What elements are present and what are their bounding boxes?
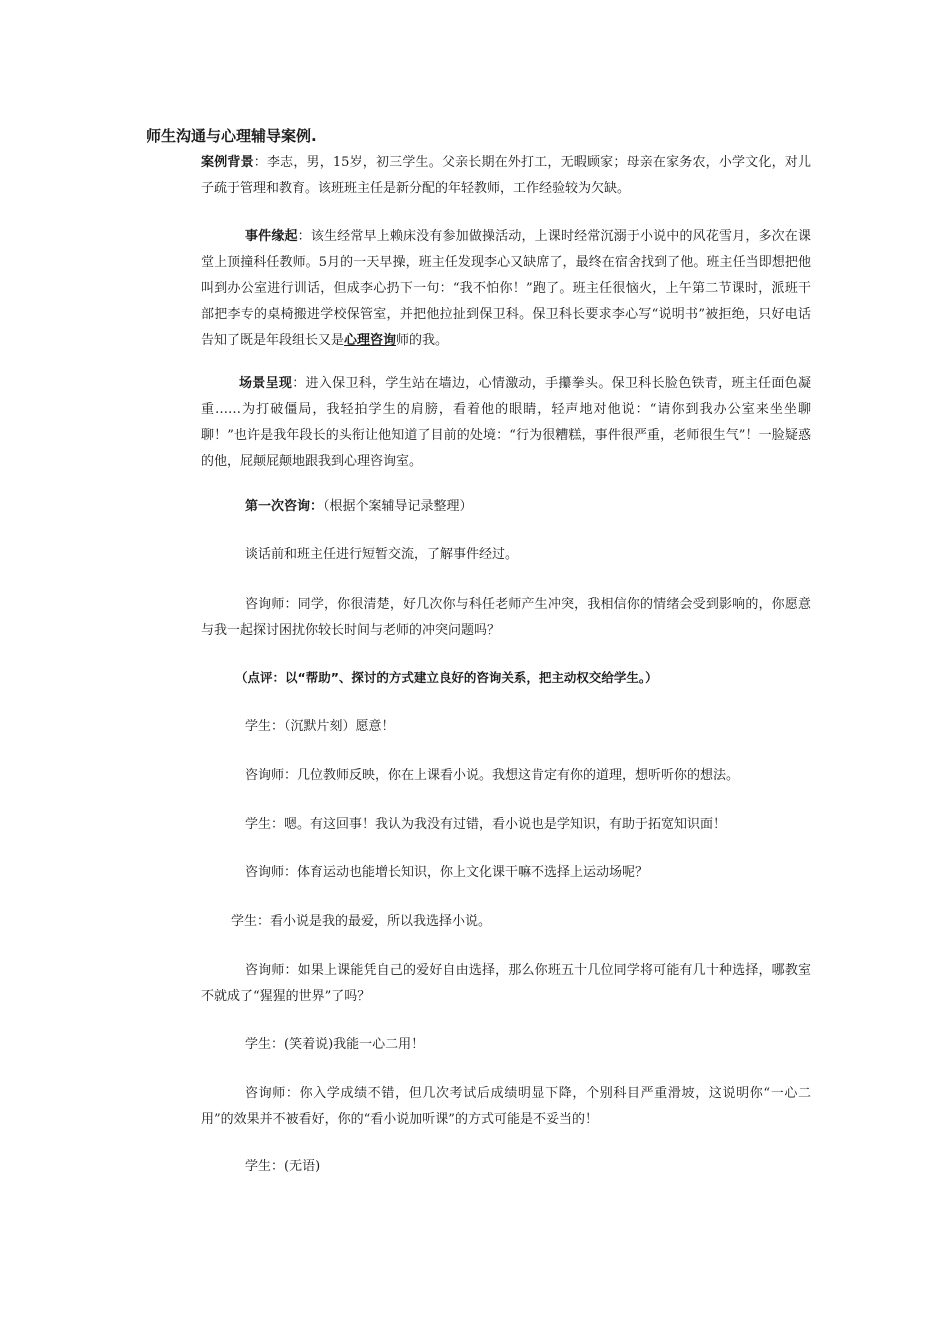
dialogue-line: 咨询师：如果上课能凭自己的爱好自由选择，那么你班五十几位同学将可能有几十种选择，哪教室不就成了“猩猩的世界”了吗？ (201, 963, 811, 1004)
case-background-text: ：李志，男，15岁，初三学生。父亲长期在外打工，无暇顾家；母亲在家务农，小学文化，对儿子疏于管理和教育。该班班主任是新分配的年轻教师，工作经验较为欠缺。 (201, 155, 811, 196)
psych-counseling-link[interactable]: 心理咨询 (344, 333, 397, 348)
first-session-label: 第一次咨询： (245, 499, 324, 514)
first-session-note: （根据个案辅导记录整理） (323, 499, 473, 514)
incident-origin-paragraph (201, 224, 811, 354)
dialogue-line: 咨询师：同学，你很清楚，好几次你与科任老师产生冲突，我相信你的情绪会受到影响的，你愿意与我一起探讨困扰你较长时间与老师的冲突问题吗？ (201, 597, 811, 638)
case-background-paragraph (201, 150, 811, 202)
scene-label: 场景呈现 (239, 376, 293, 391)
document-title: 师生沟通与心理辅导案例. (146, 127, 317, 145)
incident-origin-text-end: 师的我。 (396, 333, 449, 348)
dialogue-line: 学生：(笑着说)我能一心二用！ (245, 1037, 425, 1052)
dialogue-line: 学生：嗯。有这回事！我认为我没有过错，看小说也是学知识，有助于拓宽知识面！ (245, 817, 727, 832)
scene-paragraph (201, 371, 811, 475)
dialogue-line: 学生：（沉默片刻）愿意！ (245, 719, 395, 734)
scene-text: ：进入保卫科，学生站在墙边，心情激动，手攥拳头。保卫科长脸色铁青，班主任面色凝重……为打破僵局，我轻拍学生的肩膀，看着他的眼睛，轻声地对他说：“请你到我办公室来坐坐聊聊！”也许是我年段长的头衔让他知道了目前的处境：“行为很糟糕，事件很严重，老师很生气”！一脸疑惑的他，屁颠屁颠地跟我到心理咨询室。 (201, 376, 811, 469)
commentary-line: （点评：以“帮助”、探讨的方式建立良好的咨询关系，把主动权交给学生。） (235, 670, 658, 685)
incident-origin-text: ：该生经常早上赖床没有参加做操活动，上课时经常沉溺于小说中的风花雪月，多次在课堂上顶撞科任教师。5月的一天早操，班主任发现李心又缺席了，最终在宿舍找到了他。班主任当即想把他叫到办公室进行训话，但成李心扔下一句：“我不怕你！”跑了。班主任很恼火，上午第二节课时，派班干部把李专的桌椅搬进学校保管室，并把他拉扯到保卫科。保卫科长要求李心写“说明书”被拒绝，只好电话告知了既是年段组长又是 (201, 229, 811, 348)
dialogue-line: 学生：看小说是我的最爱，所以我选择小说。 (231, 914, 492, 929)
dialogue-line: 咨询师：你入学成绩不错，但几次考试后成绩明显下降，个别科目严重滑坡，这说明你“一心二用”的效果并不被看好，你的“看小说加听课”的方式可能是不妥当的！ (201, 1086, 811, 1127)
first-session-heading (201, 494, 811, 520)
dialogue-line: 咨询师：几位教师反映，你在上课看小说。我想这肯定有你的道理，想听听你的想法。 (245, 768, 740, 783)
case-background-label: 案例背景 (201, 155, 254, 170)
dialogue-line: 学生：(无语) (245, 1159, 321, 1174)
dialogue-line: 咨询师：体育运动也能增长知识，你上文化课干嘛不选择上运动场呢？ (245, 865, 649, 880)
incident-origin-label: 事件缘起 (245, 229, 298, 244)
dialogue-line: 谈话前和班主任进行短暂交流，了解事件经过。 (245, 547, 519, 562)
